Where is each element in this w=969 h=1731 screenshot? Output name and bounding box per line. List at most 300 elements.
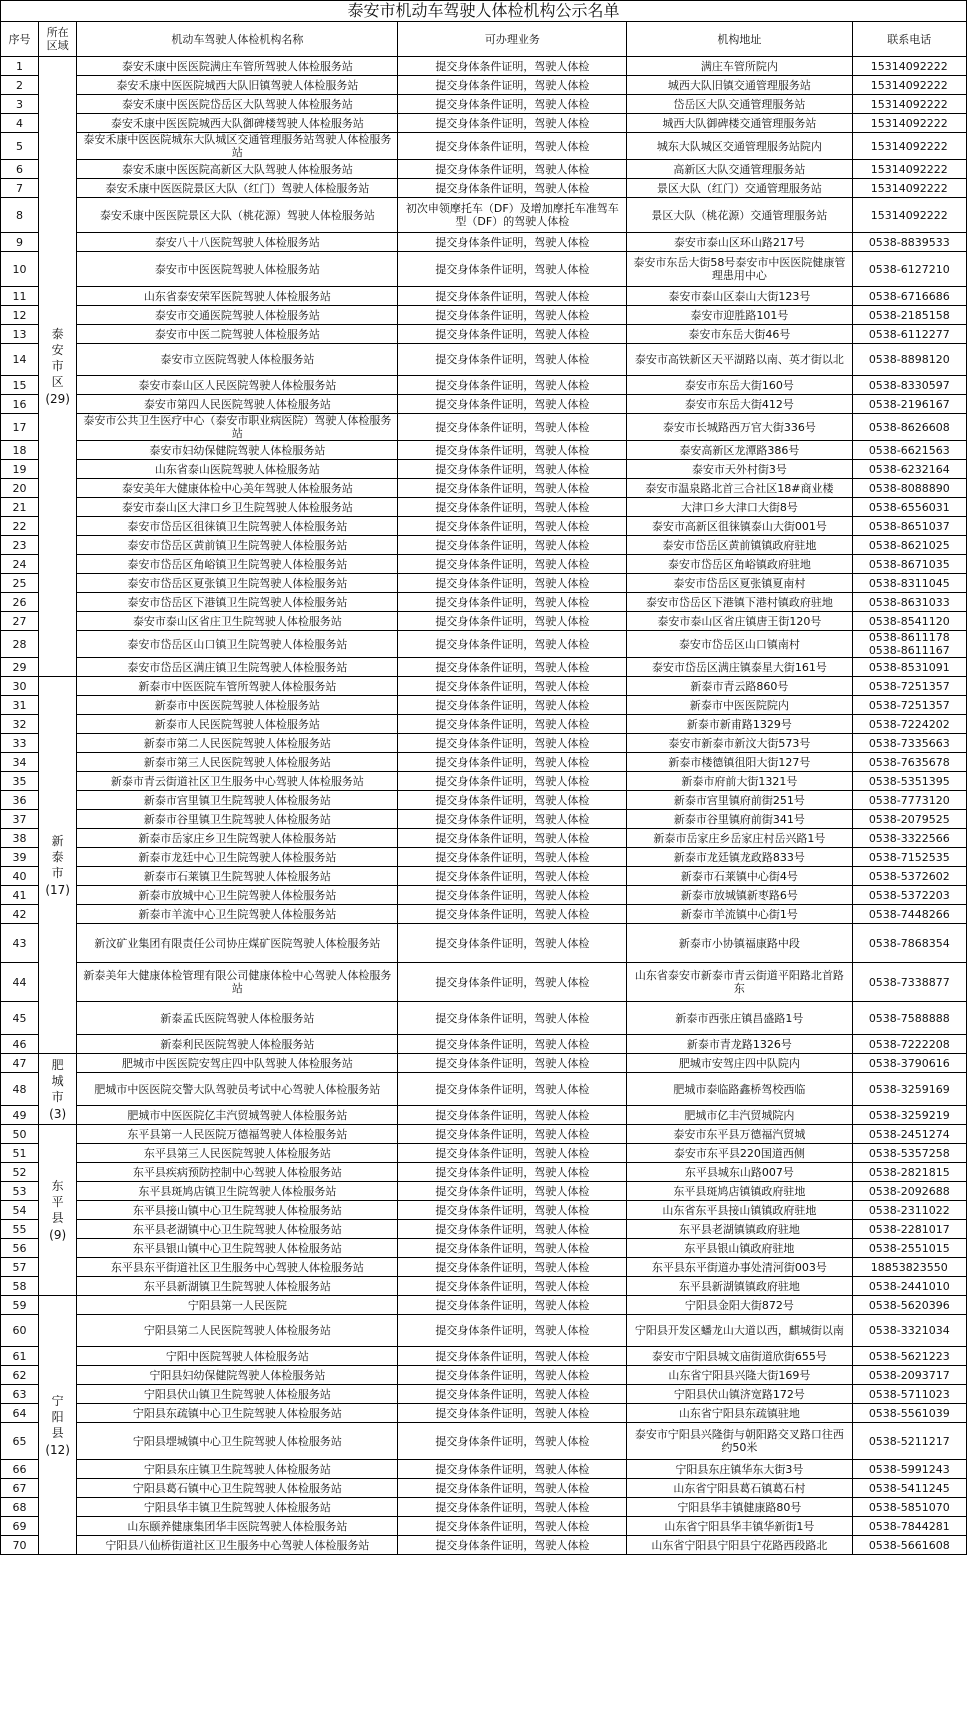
row-number: 24 (1, 555, 39, 574)
table-row (1, 772, 967, 791)
table-row (1, 133, 967, 160)
contact-phone: 15314092222 (852, 95, 966, 114)
business-scope: 提交身体条件证明，驾驶人体检 (398, 498, 627, 517)
institution-name: 东平县第一人民医院万德福驾驶人体检服务站 (77, 1125, 398, 1144)
row-number: 56 (1, 1239, 39, 1258)
institution-name: 宁阳县华丰镇卫生院驾驶人体检服务站 (77, 1498, 398, 1517)
business-scope: 提交身体条件证明，驾驶人体检 (398, 1347, 627, 1366)
row-number: 17 (1, 414, 39, 441)
institution-name: 宁阳县伏山镇卫生院驾驶人体检服务站 (77, 1385, 398, 1404)
row-number: 66 (1, 1460, 39, 1479)
business-scope: 提交身体条件证明，驾驶人体检 (398, 160, 627, 179)
table-row (1, 1106, 967, 1125)
row-number: 53 (1, 1182, 39, 1201)
contact-phone: 0538-2451274 (852, 1125, 966, 1144)
institution-name: 新泰市放城中心卫生院驾驶人体检服务站 (77, 886, 398, 905)
table-row (1, 555, 967, 574)
contact-phone: 15314092222 (852, 76, 966, 95)
business-scope: 提交身体条件证明，驾驶人体检 (398, 1201, 627, 1220)
institution-name: 泰安市岱岳区角峪镇卫生院驾驶人体检服务站 (77, 555, 398, 574)
row-number: 27 (1, 612, 39, 631)
business-scope: 提交身体条件证明，驾驶人体检 (398, 460, 627, 479)
row-number: 15 (1, 376, 39, 395)
table-row (1, 905, 967, 924)
institution-address: 泰安市天外村街3号 (627, 460, 852, 479)
row-number: 69 (1, 1517, 39, 1536)
table-row (1, 1404, 967, 1423)
row-number: 1 (1, 57, 39, 76)
table-row (1, 114, 967, 133)
table-row (1, 252, 967, 287)
business-scope: 提交身体条件证明，驾驶人体检 (398, 395, 627, 414)
institution-address: 泰安市东平县220国道西侧 (627, 1144, 852, 1163)
business-scope: 提交身体条件证明，驾驶人体检 (398, 57, 627, 76)
institution-name: 泰安市立医院驾驶人体检服务站 (77, 344, 398, 376)
business-scope: 提交身体条件证明，驾驶人体检 (398, 1106, 627, 1125)
contact-phone: 15314092222 (852, 198, 966, 233)
contact-phone: 0538-7222208 (852, 1035, 966, 1054)
institution-name: 泰安市岱岳区夏张镇卫生院驾驶人体检服务站 (77, 574, 398, 593)
institution-name: 东平县疾病预防控制中心驾驶人体检服务站 (77, 1163, 398, 1182)
table-row (1, 753, 967, 772)
contact-phone: 0538-3259219 (852, 1106, 966, 1125)
business-scope: 提交身体条件证明，驾驶人体检 (398, 1479, 627, 1498)
contact-phone: 0538-6232164 (852, 460, 966, 479)
table-row (1, 1258, 967, 1277)
business-scope: 提交身体条件证明，驾驶人体检 (398, 1144, 627, 1163)
row-number: 2 (1, 76, 39, 95)
business-scope: 提交身体条件证明，驾驶人体检 (398, 1536, 627, 1555)
contact-phone: 0538-5661608 (852, 1536, 966, 1555)
institution-name: 新泰美年大健康体检管理有限公司健康体检中心驾驶人体检服务站 (77, 963, 398, 1002)
institution-name: 东平县东平街道社区卫生服务中心驾驶人体检服务站 (77, 1258, 398, 1277)
institution-address: 泰安市泰山区泰山大街123号 (627, 287, 852, 306)
business-scope: 提交身体条件证明，驾驶人体检 (398, 593, 627, 612)
institution-name: 宁阳县第二人民医院驾驶人体检服务站 (77, 1315, 398, 1347)
row-number: 51 (1, 1144, 39, 1163)
row-number: 23 (1, 536, 39, 555)
institution-address: 东平县老湖镇镇政府驻地 (627, 1220, 852, 1239)
institution-name: 肥城市中医医院交警大队驾驶员考试中心驾驶人体检服务站 (77, 1073, 398, 1106)
business-scope: 提交身体条件证明，驾驶人体检 (398, 574, 627, 593)
table-row (1, 287, 967, 306)
institution-name: 新泰市青云街道社区卫生服务中心驾驶人体检服务站 (77, 772, 398, 791)
contact-phone: 0538-5711023 (852, 1385, 966, 1404)
business-scope: 提交身体条件证明，驾驶人体检 (398, 1498, 627, 1517)
table-row (1, 963, 967, 1002)
institution-address: 泰安市泰山区省庄镇唐王街120号 (627, 612, 852, 631)
table-row (1, 344, 967, 376)
business-scope: 提交身体条件证明，驾驶人体检 (398, 772, 627, 791)
institution-name: 泰安市中医医院驾驶人体检服务站 (77, 252, 398, 287)
institution-name: 新泰市岳家庄乡卫生院驾驶人体检服务站 (77, 829, 398, 848)
row-number: 40 (1, 867, 39, 886)
institution-name: 新泰市羊流中心卫生院驾驶人体检服务站 (77, 905, 398, 924)
business-scope: 提交身体条件证明，驾驶人体检 (398, 1460, 627, 1479)
contact-phone: 18853823550 (852, 1258, 966, 1277)
table-row (1, 441, 967, 460)
business-scope: 提交身体条件证明，驾驶人体检 (398, 555, 627, 574)
row-number: 9 (1, 233, 39, 252)
institution-address: 新泰市府前大街1321号 (627, 772, 852, 791)
institution-name: 宁阳中医院驾驶人体检服务站 (77, 1347, 398, 1366)
table-row (1, 1163, 967, 1182)
institution-address: 泰安市岱岳区满庄镇泰星大街161号 (627, 658, 852, 677)
institution-name: 肥城市中医医院安驾庄四中队驾驶人体检服务站 (77, 1054, 398, 1073)
table-row (1, 1073, 967, 1106)
contact-phone: 0538-2185158 (852, 306, 966, 325)
institution-address: 肥城市泰临路鑫桥驾校西临 (627, 1073, 852, 1106)
institution-name: 山东省泰山医院驾驶人体检服务站 (77, 460, 398, 479)
contact-phone: 0538-5621223 (852, 1347, 966, 1366)
institution-address: 泰安高新区龙潭路386号 (627, 441, 852, 460)
row-number: 65 (1, 1423, 39, 1460)
row-number: 63 (1, 1385, 39, 1404)
institution-address: 山东省宁阳县葛石镇葛石村 (627, 1479, 852, 1498)
institution-name: 泰安市岱岳区满庄镇卫生院驾驶人体检服务站 (77, 658, 398, 677)
contact-phone: 0538-7844281 (852, 1517, 966, 1536)
row-number: 13 (1, 325, 39, 344)
table-row (1, 1479, 967, 1498)
business-scope: 提交身体条件证明，驾驶人体检 (398, 1163, 627, 1182)
institution-address: 新泰市西张庄镇昌盛路1号 (627, 1002, 852, 1035)
contact-phone: 0538-8330597 (852, 376, 966, 395)
business-scope: 提交身体条件证明，驾驶人体检 (398, 1239, 627, 1258)
header-name: 机动车驾驶人体检机构名称 (77, 22, 398, 57)
institution-name: 宁阳县八仙桥街道社区卫生服务中心驾驶人体检服务站 (77, 1536, 398, 1555)
institution-name: 新泰市第三人民医院驾驶人体检服务站 (77, 753, 398, 772)
contact-phone: 0538-6556031 (852, 498, 966, 517)
institution-name: 泰安市泰山区省庄卫生院驾驶人体检服务站 (77, 612, 398, 631)
business-scope: 提交身体条件证明，驾驶人体检 (398, 252, 627, 287)
institution-name: 新泰市中医医院驾驶人体检服务站 (77, 696, 398, 715)
institution-address: 泰安市高新区徂徕镇泰山大街001号 (627, 517, 852, 536)
row-number: 21 (1, 498, 39, 517)
institution-name: 宁阳县东疏镇中心卫生院驾驶人体检服务站 (77, 1404, 398, 1423)
institution-name: 新泰市石莱镇卫生院驾驶人体检服务站 (77, 867, 398, 886)
institution-address: 泰安市东岳大街58号泰安市中医医院健康管理患用中心 (627, 252, 852, 287)
row-number: 4 (1, 114, 39, 133)
business-scope: 提交身体条件证明，驾驶人体检 (398, 306, 627, 325)
institution-address: 泰安市岱岳区下港镇下港村镇政府驻地 (627, 593, 852, 612)
institution-address: 宁阳县开发区蟠龙山大道以西，麒城街以南 (627, 1315, 852, 1347)
institution-address: 泰安市宁阳县兴隆街与朝阳路交叉路口往西约50米 (627, 1423, 852, 1460)
institution-address: 宁阳县伏山镇济宽路172号 (627, 1385, 852, 1404)
table-row (1, 810, 967, 829)
table-row (1, 517, 967, 536)
institution-address: 泰安市迎胜路101号 (627, 306, 852, 325)
business-scope: 提交身体条件证明，驾驶人体检 (398, 612, 627, 631)
table-row (1, 631, 967, 658)
institution-address: 新泰市青龙路1326号 (627, 1035, 852, 1054)
row-number: 41 (1, 886, 39, 905)
institution-address: 东平县东平街道办事处清河街003号 (627, 1258, 852, 1277)
table-row (1, 179, 967, 198)
contact-phone: 0538-8626608 (852, 414, 966, 441)
institution-address: 新泰市石莱镇中心街4号 (627, 867, 852, 886)
institution-address: 山东省宁阳县东疏镇驻地 (627, 1404, 852, 1423)
region-name: 宁阳县 (51, 1393, 64, 1440)
business-scope: 提交身体条件证明，驾驶人体检 (398, 233, 627, 252)
table-row (1, 306, 967, 325)
region-count: (17) (45, 882, 70, 897)
institution-name: 泰安禾康中医医院城西大队旧镇驾驶人体检服务站 (77, 76, 398, 95)
contact-phone: 15314092222 (852, 179, 966, 198)
institution-address: 岱岳区大队交通管理服务站 (627, 95, 852, 114)
institution-address: 山东省宁阳县宁阳县宁花路西段路北 (627, 1536, 852, 1555)
institution-name: 泰安禾康中医医院城西大队御碑楼驾驶人体检服务站 (77, 114, 398, 133)
row-number: 43 (1, 924, 39, 963)
institution-name: 泰安市中医二院驾驶人体检服务站 (77, 325, 398, 344)
contact-phone: 0538-8531091 (852, 658, 966, 677)
table-row (1, 1220, 967, 1239)
business-scope: 提交身体条件证明，驾驶人体检 (398, 867, 627, 886)
contact-phone: 0538-5211217 (852, 1423, 966, 1460)
row-number: 8 (1, 198, 39, 233)
institution-name: 宁阳县葛石镇中心卫生院驾驶人体检服务站 (77, 1479, 398, 1498)
region-cell (39, 1054, 77, 1125)
business-scope: 提交身体条件证明，驾驶人体检 (398, 1423, 627, 1460)
institution-name: 泰安市岱岳区山口镇卫生院驾驶人体检服务站 (77, 631, 398, 658)
region-cell (39, 1125, 77, 1296)
institution-name: 泰安市岱岳区下港镇卫生院驾驶人体检服务站 (77, 593, 398, 612)
contact-phone: 0538-5411245 (852, 1479, 966, 1498)
institution-name: 宁阳县东庄镇卫生院驾驶人体检服务站 (77, 1460, 398, 1479)
region-count: (29) (45, 392, 70, 406)
contact-phone: 0538-2281017 (852, 1220, 966, 1239)
institution-address: 东平县斑鸠店镇镇政府驻地 (627, 1182, 852, 1201)
row-number: 19 (1, 460, 39, 479)
institution-address: 泰安市温泉路北首三合社区18#商业楼 (627, 479, 852, 498)
table-row (1, 734, 967, 753)
business-scope: 提交身体条件证明，驾驶人体检 (398, 1385, 627, 1404)
contact-phone: 0538-5357258 (852, 1144, 966, 1163)
institution-address: 泰安市岱岳区角峪镇政府驻地 (627, 555, 852, 574)
business-scope: 提交身体条件证明，驾驶人体检 (398, 1054, 627, 1073)
institution-name: 泰安市泰山区人民医院驾驶人体检服务站 (77, 376, 398, 395)
contact-phone: 0538-5561039 (852, 1404, 966, 1423)
institution-address: 宁阳县金阳大街872号 (627, 1296, 852, 1315)
table-row (1, 233, 967, 252)
institution-address: 新泰市龙廷镇龙政路833号 (627, 848, 852, 867)
table-row (1, 848, 967, 867)
business-scope: 提交身体条件证明，驾驶人体检 (398, 287, 627, 306)
table-row (1, 395, 967, 414)
contact-phone: 0538-3321034 (852, 1315, 966, 1347)
institution-name: 东平县第三人民医院驾驶人体检服务站 (77, 1144, 398, 1163)
business-scope: 提交身体条件证明，驾驶人体检 (398, 414, 627, 441)
business-scope: 提交身体条件证明，驾驶人体检 (398, 848, 627, 867)
institution-name: 新泰市第二人民医院驾驶人体检服务站 (77, 734, 398, 753)
contact-phone: 15314092222 (852, 160, 966, 179)
page-title: 泰安市机动车驾驶人体检机构公示名单 (1, 1, 967, 22)
business-scope: 提交身体条件证明，驾驶人体检 (398, 810, 627, 829)
business-scope: 提交身体条件证明，驾驶人体检 (398, 1073, 627, 1106)
institution-address: 新泰市青云路860号 (627, 677, 852, 696)
business-scope: 提交身体条件证明，驾驶人体检 (398, 133, 627, 160)
header-business: 可办理业务 (398, 22, 627, 57)
institution-address: 新泰市岳家庄乡岳家庄村岳兴路1号 (627, 829, 852, 848)
institution-name: 泰安市泰山区大津口乡卫生院驾驶人体检服务站 (77, 498, 398, 517)
row-number: 32 (1, 715, 39, 734)
row-number: 45 (1, 1002, 39, 1035)
row-number: 37 (1, 810, 39, 829)
contact-phone: 15314092222 (852, 57, 966, 76)
row-number: 7 (1, 179, 39, 198)
institution-address: 泰安市岱岳区夏张镇夏南村 (627, 574, 852, 593)
table-row (1, 829, 967, 848)
business-scope: 提交身体条件证明，驾驶人体检 (398, 95, 627, 114)
institution-address: 东平县银山镇政府驻地 (627, 1239, 852, 1258)
row-number: 14 (1, 344, 39, 376)
contact-phone: 0538-5991243 (852, 1460, 966, 1479)
row-number: 55 (1, 1220, 39, 1239)
table-row (1, 574, 967, 593)
institution-address: 泰安市宁阳县城文庙街道欣街655号 (627, 1347, 852, 1366)
row-number: 42 (1, 905, 39, 924)
row-number: 10 (1, 252, 39, 287)
business-scope: 提交身体条件证明，驾驶人体检 (398, 376, 627, 395)
row-number: 6 (1, 160, 39, 179)
business-scope: 提交身体条件证明，驾驶人体检 (398, 924, 627, 963)
header-no: 序号 (1, 22, 39, 57)
institution-address: 宁阳县华丰镇健康路80号 (627, 1498, 852, 1517)
institution-name: 东平县老湖镇中心卫生院驾驶人体检服务站 (77, 1220, 398, 1239)
institution-name: 新泰市龙廷中心卫生院驾驶人体检服务站 (77, 848, 398, 867)
row-number: 48 (1, 1073, 39, 1106)
contact-phone: 0538-2093717 (852, 1366, 966, 1385)
contact-phone: 0538-8621025 (852, 536, 966, 555)
table-row (1, 1125, 967, 1144)
business-scope: 提交身体条件证明，驾驶人体检 (398, 1125, 627, 1144)
contact-phone: 0538-6127210 (852, 252, 966, 287)
business-scope: 提交身体条件证明，驾驶人体检 (398, 886, 627, 905)
contact-phone: 0538-7773120 (852, 791, 966, 810)
contact-phone: 0538-2311022 (852, 1201, 966, 1220)
contact-phone: 0538-6716686 (852, 287, 966, 306)
contact-phone: 0538-8088890 (852, 479, 966, 498)
contact-phone: 0538-8631033 (852, 593, 966, 612)
row-number: 25 (1, 574, 39, 593)
institution-name: 新泰利民医院驾驶人体检服务站 (77, 1035, 398, 1054)
table-row (1, 593, 967, 612)
contact-phone: 0538-5351395 (852, 772, 966, 791)
contact-phone: 0538-2821815 (852, 1163, 966, 1182)
table-body (1, 57, 967, 1555)
contact-phone: 0538-8671035 (852, 555, 966, 574)
row-number: 16 (1, 395, 39, 414)
row-number: 46 (1, 1035, 39, 1054)
institution-name: 泰安八十八医院驾驶人体检服务站 (77, 233, 398, 252)
table-row (1, 715, 967, 734)
table-row (1, 57, 967, 76)
business-scope: 提交身体条件证明，驾驶人体检 (398, 1366, 627, 1385)
institution-name: 新泰市宫里镇卫生院驾驶人体检服务站 (77, 791, 398, 810)
business-scope: 提交身体条件证明，驾驶人体检 (398, 791, 627, 810)
row-number: 61 (1, 1347, 39, 1366)
business-scope: 提交身体条件证明，驾驶人体检 (398, 114, 627, 133)
row-number: 36 (1, 791, 39, 810)
region-cell (39, 677, 77, 1054)
row-number: 52 (1, 1163, 39, 1182)
business-scope: 提交身体条件证明，驾驶人体检 (398, 325, 627, 344)
institution-name: 宁阳县第一人民医院 (77, 1296, 398, 1315)
institution-address: 山东省东平县接山镇镇政府驻地 (627, 1201, 852, 1220)
institution-address: 山东省泰安市新泰市青云街道平阳路北首路东 (627, 963, 852, 1002)
institution-address: 肥城市安驾庄四中队院内 (627, 1054, 852, 1073)
institution-name: 东平县接山镇中心卫生院驾驶人体检服务站 (77, 1201, 398, 1220)
institution-name: 泰安市岱岳区徂徕镇卫生院驾驶人体检服务站 (77, 517, 398, 536)
business-scope: 提交身体条件证明，驾驶人体检 (398, 753, 627, 772)
table-row (1, 924, 967, 963)
contact-phone: 0538-7224202 (852, 715, 966, 734)
row-number: 20 (1, 479, 39, 498)
row-number: 60 (1, 1315, 39, 1347)
business-scope: 提交身体条件证明，驾驶人体检 (398, 696, 627, 715)
institution-address: 泰安市东岳大街46号 (627, 325, 852, 344)
row-number: 12 (1, 306, 39, 325)
institution-name: 新泰市人民医院驾驶人体检服务站 (77, 715, 398, 734)
institution-name: 宁阳县妇幼保健院驾驶人体检服务站 (77, 1366, 398, 1385)
institution-address: 泰安市东岳大街160号 (627, 376, 852, 395)
row-number: 35 (1, 772, 39, 791)
institution-name: 东平县银山镇中心卫生院驾驶人体检服务站 (77, 1239, 398, 1258)
table-row (1, 460, 967, 479)
institution-address: 新泰市楼德镇徂阳大街127号 (627, 753, 852, 772)
table-row (1, 325, 967, 344)
institution-name: 泰安市交通医院驾驶人体检服务站 (77, 306, 398, 325)
table-row (1, 95, 967, 114)
business-scope: 提交身体条件证明，驾驶人体检 (398, 715, 627, 734)
business-scope: 提交身体条件证明，驾驶人体检 (398, 631, 627, 658)
table-row (1, 1423, 967, 1460)
institution-address: 新泰市小协镇福康路中段 (627, 924, 852, 963)
region-name: 新泰市 (51, 833, 64, 880)
row-number: 28 (1, 631, 39, 658)
contact-phone: 0538-7448266 (852, 905, 966, 924)
contact-phone: 0538-2551015 (852, 1239, 966, 1258)
table-row (1, 1054, 967, 1073)
row-number: 50 (1, 1125, 39, 1144)
contact-phone: 0538-8898120 (852, 344, 966, 376)
institution-name: 新汶矿业集团有限责任公司协庄煤矿医院驾驶人体检服务站 (77, 924, 398, 963)
table-row (1, 160, 967, 179)
table-row (1, 677, 967, 696)
institution-address: 新泰市宫里镇府前街251号 (627, 791, 852, 810)
row-number: 29 (1, 658, 39, 677)
contact-phone: 0538-6112277 (852, 325, 966, 344)
business-scope: 提交身体条件证明，驾驶人体检 (398, 517, 627, 536)
contact-phone: 15314092222 (852, 133, 966, 160)
table-row (1, 1002, 967, 1035)
institution-address: 肥城市亿丰汽贸城院内 (627, 1106, 852, 1125)
header-region: 所在区域 (39, 22, 77, 57)
institution-name: 泰安市岱岳区黄前镇卫生院驾驶人体检服务站 (77, 536, 398, 555)
contact-phone: 0538-2196167 (852, 395, 966, 414)
institution-address: 泰安市泰山区环山路217号 (627, 233, 852, 252)
institution-address: 泰安市岱岳区黄前镇镇政府驻地 (627, 536, 852, 555)
table-row (1, 1277, 967, 1296)
row-number: 26 (1, 593, 39, 612)
business-scope: 提交身体条件证明，驾驶人体检 (398, 1002, 627, 1035)
row-number: 22 (1, 517, 39, 536)
institution-address: 泰安市长城路西万官大街336号 (627, 414, 852, 441)
institution-name: 泰安禾康中医医院岱岳区大队驾驶人体检服务站 (77, 95, 398, 114)
contact-phone: 0538-7588888 (852, 1002, 966, 1035)
institution-address: 新泰市新甫路1329号 (627, 715, 852, 734)
business-scope: 提交身体条件证明，驾驶人体检 (398, 1182, 627, 1201)
region-name: 肥城市 (51, 1057, 64, 1104)
